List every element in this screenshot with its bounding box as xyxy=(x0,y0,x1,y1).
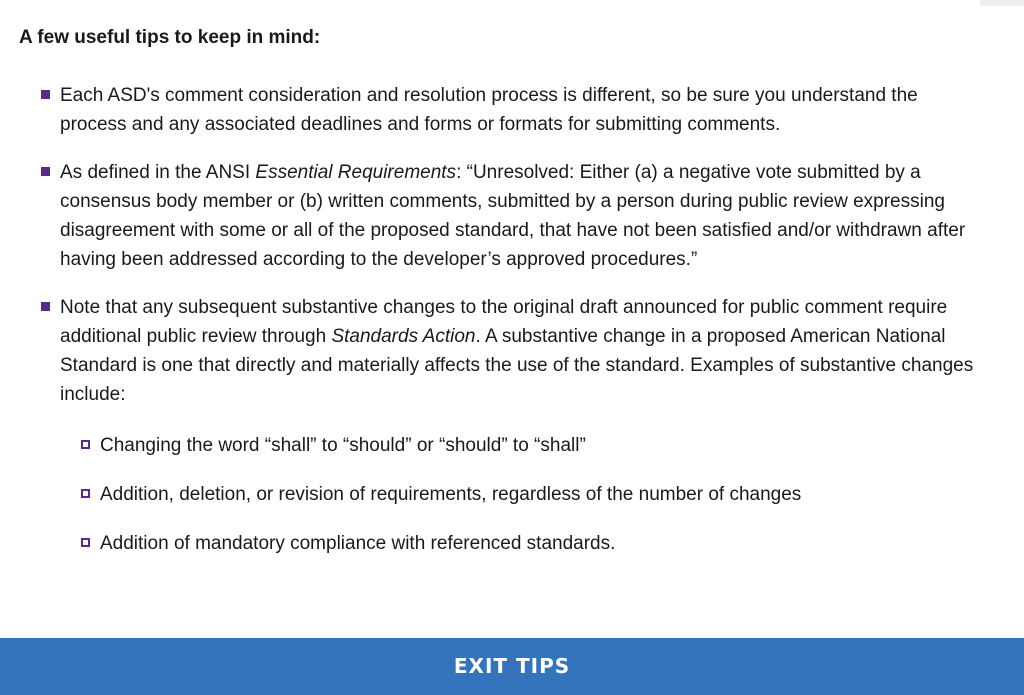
square-bullet-icon xyxy=(41,90,50,99)
sub-item-text-3: Addition of mandatory compliance with referenced standards. xyxy=(100,533,616,554)
tip-item-2 xyxy=(41,158,984,274)
tips-list xyxy=(19,81,984,558)
sub-item-1 xyxy=(81,431,984,460)
tip-text-3-part-3: . A substantive change in a proposed American National Standard is one that directly and materially affects the use of the standard. Examples of substantive changes include: xyxy=(60,326,974,405)
tip-text-2-part-1: As defined in the ANSI xyxy=(60,162,256,183)
tip-text-1: Each ASD's comment consideration and resolution process is different, so be sure you understand the process and any associated deadlines and forms or formats for submitting comments. xyxy=(60,85,918,135)
hollow-square-bullet-icon xyxy=(81,440,90,449)
tip-item-3 xyxy=(41,293,984,558)
hollow-square-bullet-icon xyxy=(81,538,90,547)
exit-tips-button[interactable]: EXIT TIPS xyxy=(0,638,1024,695)
substantive-changes-list xyxy=(60,431,984,558)
hollow-square-bullet-icon xyxy=(81,489,90,498)
square-bullet-icon xyxy=(41,302,50,311)
square-bullet-icon xyxy=(41,167,50,176)
sub-item-text-2: Addition, deletion, or revision of requirements, regardless of the number of changes xyxy=(100,484,802,505)
sub-item-3 xyxy=(81,529,984,558)
sub-item-2 xyxy=(81,480,984,509)
sub-item-text-1: Changing the word “shall” to “should” or “should” to “shall” xyxy=(100,435,586,456)
tip-text-3-emphasis: Standards Action xyxy=(331,326,476,347)
tip-item-1 xyxy=(41,81,984,139)
tip-text-3-part-1: Note that any subsequent substantive changes to the original draft announced for public comment require additional public review through xyxy=(60,297,948,347)
tip-text-2-emphasis: Essential Requirements xyxy=(255,162,457,183)
tips-heading: A few useful tips to keep in mind: xyxy=(19,27,321,48)
tip-text-2-part-3: : “Unresolved: Either (a) a negative vote submitted by a consensus body member or (b) written comments, submitted by a person during public review expressing disagreement with some or all of the proposed standard, that have not been satisfied and/or withdrawn after having been addressed according to the developer’s approved procedures.” xyxy=(60,162,966,270)
